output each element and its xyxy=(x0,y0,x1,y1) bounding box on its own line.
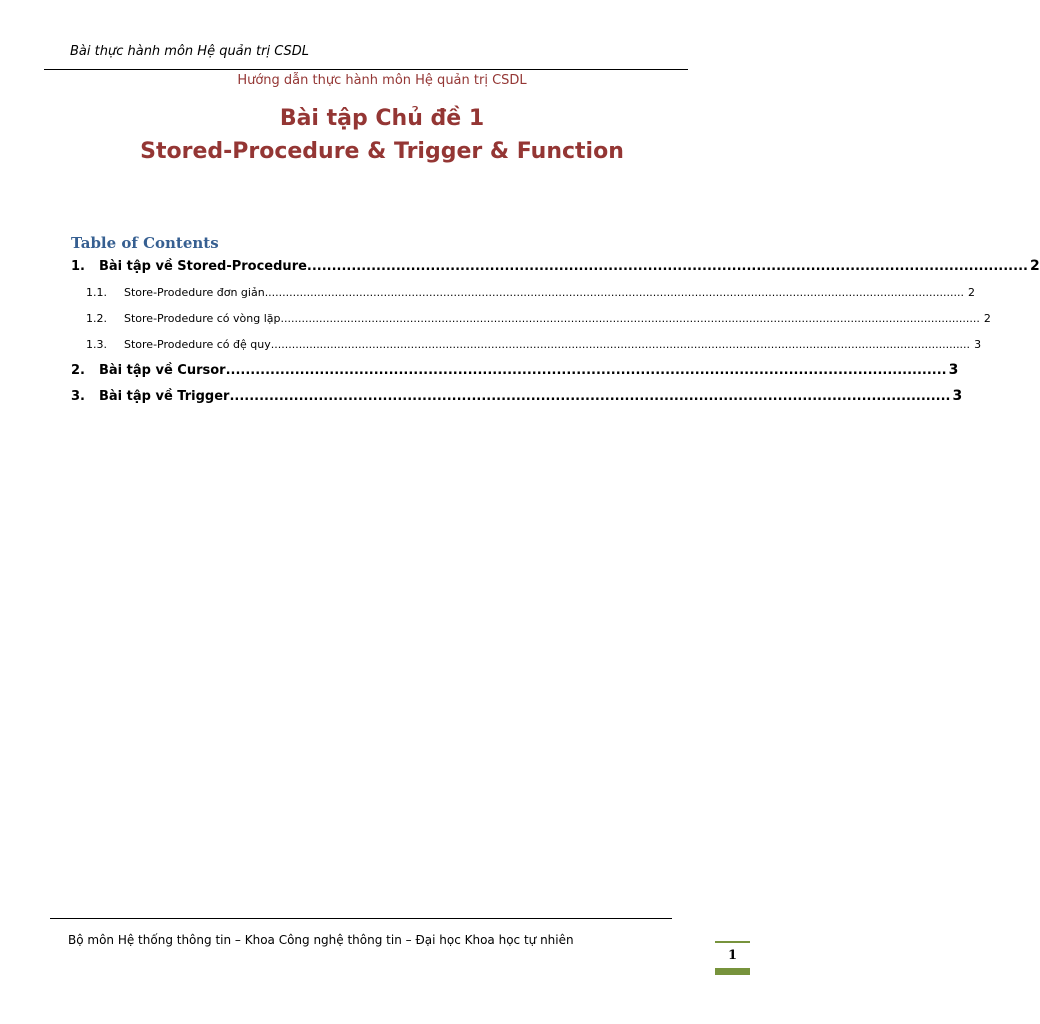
toc-entry-page: 3 xyxy=(952,388,963,404)
toc-entry-number: 2. xyxy=(71,363,85,378)
toc-entry-label: Store-Prodedure có đệ quy xyxy=(124,338,271,351)
toc-entry-1-2[interactable] xyxy=(86,312,991,325)
toc-entry-page: 2 xyxy=(983,312,991,325)
toc-leader-dots: ........................................................................................................................................................................................................ xyxy=(264,286,965,299)
toc-entry-number: 3. xyxy=(71,389,85,404)
toc-entry-label: Store-Prodedure có vòng lặp xyxy=(124,312,281,325)
page-number: 1 xyxy=(727,948,738,963)
toc-entry-label: Store-Prodedure đơn giản xyxy=(124,286,265,299)
header-running-title: Bài thực hành môn Hệ quản trị CSDL xyxy=(70,44,310,59)
toc-entry-1-3[interactable] xyxy=(86,338,982,351)
toc-entry-1-1[interactable] xyxy=(86,286,976,299)
toc-entry-number: 1.1. xyxy=(86,286,107,299)
document-subtitle: Hướng dẫn thực hành môn Hệ quản trị CSDL xyxy=(237,73,527,88)
toc-entry-page: 3 xyxy=(974,338,982,351)
toc-entry-page: 3 xyxy=(948,362,959,378)
header-rule xyxy=(44,69,688,70)
toc-entry-number: 1.3. xyxy=(86,338,107,351)
toc-leader-dots: .................................................................................................................................................. xyxy=(306,259,1028,274)
footer-text: Bộ môn Hệ thống thông tin – Khoa Công nghệ thông tin – Đại học Khoa học tự nhiên xyxy=(68,933,574,947)
document-title-line2: Stored-Procedure & Trigger & Function xyxy=(140,139,624,164)
toc-entry-2[interactable] xyxy=(71,362,959,378)
toc-leader-dots: ........................................................................................................................................................................................................ xyxy=(280,312,980,325)
toc-entry-number: 1.2. xyxy=(86,312,107,325)
toc-leader-dots: ........................................................................................................................................................................................................ xyxy=(270,338,971,351)
toc-entry-label: Bài tập về Stored-Procedure xyxy=(99,259,307,274)
toc-entry-1[interactable] xyxy=(71,258,1040,274)
toc-entry-number: 1. xyxy=(71,259,85,274)
footer-rule xyxy=(50,918,672,919)
toc-entry-page: 2 xyxy=(1029,258,1040,274)
toc-entry-label: Bài tập về Cursor xyxy=(99,363,226,378)
document-title-line1: Bài tập Chủ đề 1 xyxy=(279,106,485,131)
toc-heading: Table of Contents xyxy=(71,234,219,252)
toc-leader-dots: .................................................................................................................................................. xyxy=(229,389,951,404)
toc-leader-dots: .................................................................................................................................................. xyxy=(225,363,947,378)
page-number-box xyxy=(715,941,750,975)
toc-entry-3[interactable] xyxy=(71,388,963,404)
toc-entry-page: 2 xyxy=(968,286,976,299)
toc-entry-label: Bài tập về Trigger xyxy=(99,389,230,404)
